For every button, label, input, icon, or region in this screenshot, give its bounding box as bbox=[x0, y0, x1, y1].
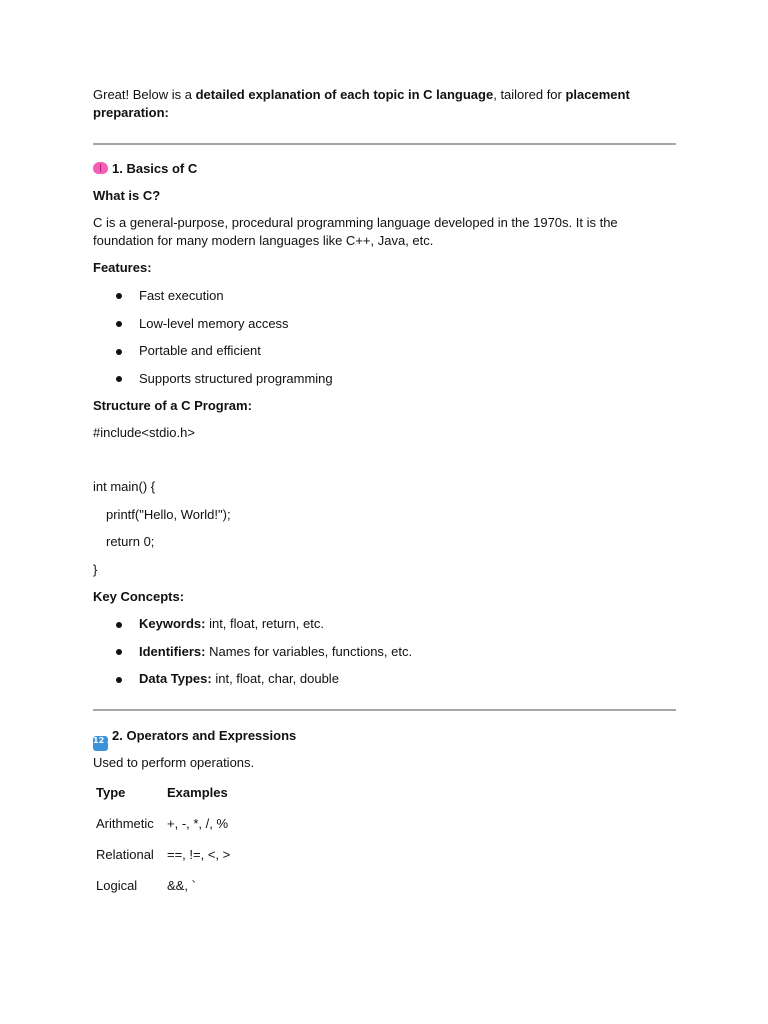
bullet bbox=[116, 376, 122, 382]
code-line: } bbox=[93, 562, 98, 577]
table-header bbox=[96, 784, 125, 802]
intro-emphasis: placement bbox=[565, 87, 630, 102]
features-heading bbox=[93, 259, 152, 277]
intro-text: Great! Below is a bbox=[93, 87, 196, 102]
list-item: Fast execution bbox=[139, 288, 224, 303]
bullet bbox=[116, 321, 122, 327]
list-item bbox=[139, 670, 339, 688]
table-header-examples: Examples bbox=[167, 785, 228, 800]
bullet bbox=[116, 649, 122, 655]
code-line: int main() { bbox=[93, 479, 156, 494]
list-item: Low-level memory access bbox=[139, 316, 289, 331]
structure-title: Structure of a C Program: bbox=[93, 398, 252, 413]
intro-line-2 bbox=[93, 104, 169, 122]
what-is-c-heading bbox=[93, 187, 160, 205]
table-header-type: Type bbox=[96, 785, 126, 800]
intro-emphasis: preparation: bbox=[93, 105, 169, 120]
list-item bbox=[139, 643, 412, 661]
concept-desc: int, float, char, double bbox=[211, 671, 339, 686]
intro-line-1 bbox=[93, 86, 630, 104]
table-cell: Relational bbox=[96, 847, 154, 862]
code-line: printf("Hello, World!"); bbox=[106, 507, 231, 522]
section-2-heading bbox=[93, 727, 296, 751]
table-header bbox=[167, 784, 228, 802]
input-numbers-icon: 12 34 bbox=[93, 736, 108, 751]
key-concepts-heading bbox=[93, 588, 184, 606]
table-cell: Logical bbox=[96, 878, 138, 893]
what-is-c-text-line-2: foundation for many modern languages like C++, Java, etc. bbox=[93, 233, 434, 248]
intro-emphasis: detailed explanation of each topic in C language bbox=[195, 87, 494, 102]
concept-term: Keywords: bbox=[139, 616, 206, 631]
table-cell: Arithmetic bbox=[96, 816, 154, 831]
key-concepts-title: Key Concepts: bbox=[93, 589, 185, 604]
table-cell: &&, ` bbox=[167, 878, 196, 893]
concept-term: Data Types: bbox=[139, 671, 212, 686]
section-divider bbox=[93, 709, 676, 711]
table-cell: +, -, *, /, % bbox=[167, 816, 229, 831]
section-1-heading bbox=[93, 160, 197, 178]
list-item: Portable and efficient bbox=[139, 343, 261, 358]
table-cell: ==, !=, <, > bbox=[167, 847, 231, 862]
bullet bbox=[116, 622, 122, 628]
section-2-title: 2. Operators and Expressions bbox=[112, 728, 297, 743]
section-2-intro: Used to perform operations. bbox=[93, 755, 255, 770]
concept-desc: Names for variables, functions, etc. bbox=[205, 644, 413, 659]
section-divider bbox=[93, 143, 676, 145]
bullet bbox=[116, 293, 122, 299]
features-title: Features: bbox=[93, 260, 152, 275]
code-line: #include<stdio.h> bbox=[93, 425, 195, 440]
what-is-c-title: What is C? bbox=[93, 188, 161, 203]
list-item bbox=[139, 615, 324, 633]
intro-text: , tailored for bbox=[493, 87, 566, 102]
concept-desc: int, float, return, etc. bbox=[205, 616, 324, 631]
list-item: Supports structured programming bbox=[139, 371, 333, 386]
brain-icon bbox=[93, 162, 108, 174]
structure-heading bbox=[93, 397, 252, 415]
what-is-c-text-line-1: C is a general-purpose, procedural programming language developed in the 1970s. It is the bbox=[93, 215, 618, 230]
section-1-title: 1. Basics of C bbox=[112, 161, 198, 176]
bullet bbox=[116, 349, 122, 355]
concept-term: Identifiers: bbox=[139, 644, 206, 659]
code-line: return 0; bbox=[106, 534, 155, 549]
bullet bbox=[116, 677, 122, 683]
